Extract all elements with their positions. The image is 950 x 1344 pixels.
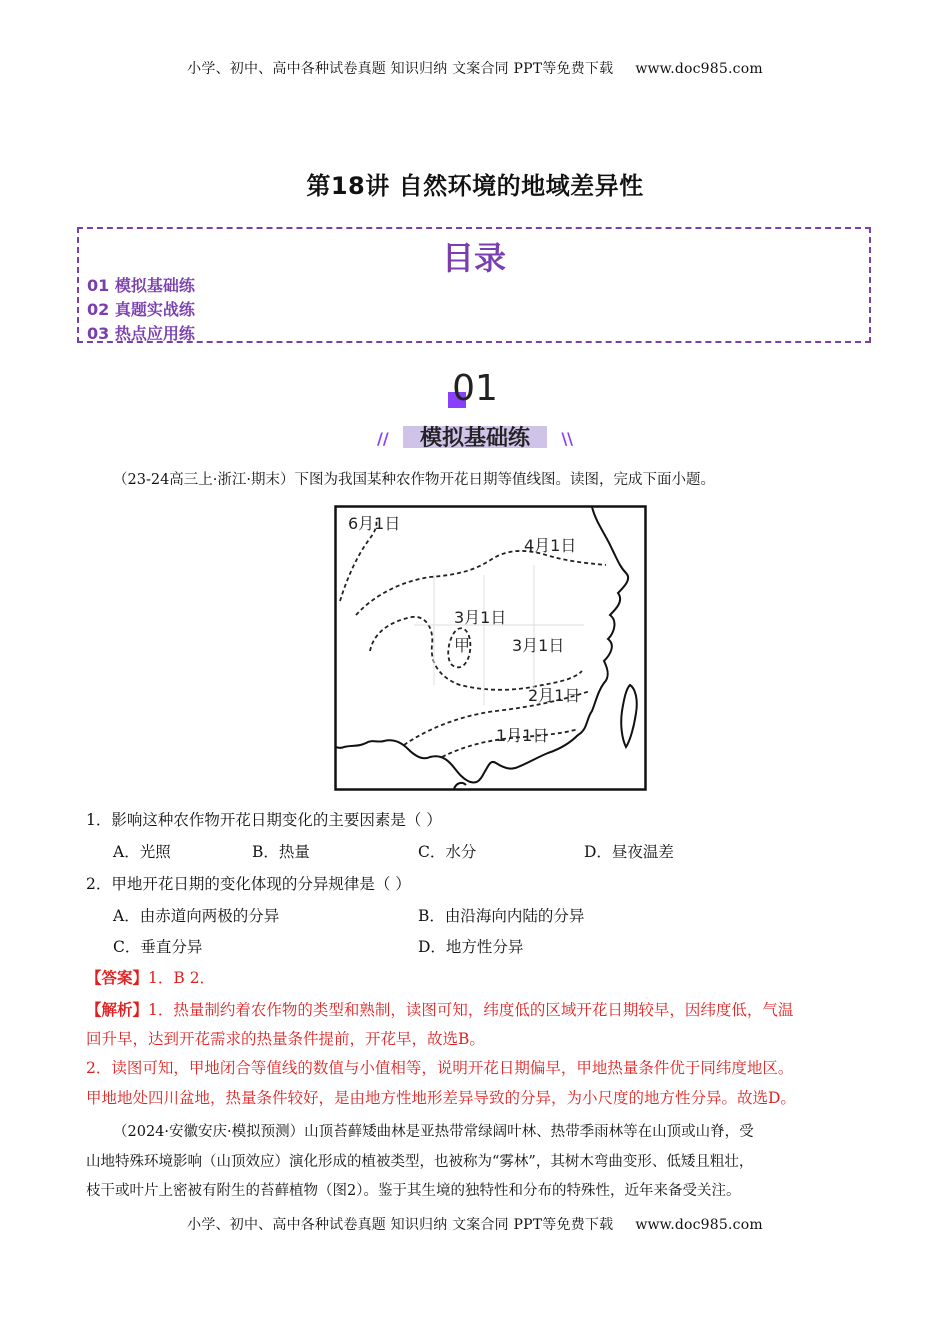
q2-option-b[interactable]: B．由沿海向内陆的分异 (418, 907, 585, 925)
q1-option-a[interactable]: A．光照 (113, 843, 171, 861)
footer-text: 小学、初中、高中各种试卷真题 知识归纳 文案合同 PPT等免费下载 (187, 1217, 614, 1233)
map-frame (336, 507, 646, 790)
analysis-line-1 (86, 1000, 793, 1020)
answer-line (86, 968, 215, 988)
answer-tag: 【答案】 (86, 968, 149, 987)
q1-option-c[interactable]: C．水分 (418, 843, 477, 861)
slash-right-decoration: \\ (561, 429, 573, 448)
q1-option-b[interactable]: B．热量 (252, 843, 310, 861)
header-text: 小学、初中、高中各种试卷真题 知识归纳 文案合同 PPT等免费下载 (187, 61, 614, 77)
q2-option-c[interactable]: C．垂直分异 (113, 938, 203, 956)
page-footer (0, 1214, 950, 1234)
section-name: 模拟基础练 (419, 426, 530, 451)
slash-left-decoration: // (377, 429, 389, 448)
page-header (0, 58, 950, 78)
q2-option-d[interactable]: D．地方性分异 (418, 938, 524, 956)
q1-option-d[interactable]: D．昼夜温差 (584, 843, 674, 861)
analysis-line-4: 甲地地处四川盆地，热量条件较好，是由地方性地形差异导致的分异，为小尺度的地方性分异。故选D。 (86, 1089, 796, 1107)
label-march1-a: 3月1日 (454, 608, 507, 627)
label-feb1: 2月1日 (528, 686, 581, 705)
header-url[interactable]: www.doc985.com (635, 61, 763, 77)
analysis-line-2: 回升早，达到开花需求的热量条件提前，开花早，故选B。 (86, 1030, 485, 1048)
footer-url[interactable]: www.doc985.com (635, 1217, 763, 1233)
section-number (0, 368, 950, 409)
analysis-line-3: 2．读图可知，甲地闭合等值线的数值与小值相等，说明开花日期偏早，甲地热量条件优于同纬度地区。 (86, 1059, 794, 1077)
q2-option-a[interactable]: A．由赤道向两极的分异 (113, 907, 280, 925)
toc-item-2[interactable]: 02 真题实战练 (87, 300, 195, 319)
toc-item-3[interactable]: 03 热点应用练 (87, 324, 195, 343)
label-june1: 6月1日 (348, 514, 401, 533)
passage-line-1: （2024·安徽安庆·模拟预测）山顶苔藓矮曲林是亚热带常绿阔叶林、热带季雨林等在山顶或山脊，受 (113, 1124, 754, 1140)
q2-stem: 2．甲地开花日期的变化体现的分异规律是（ ） (86, 875, 411, 893)
label-april1: 4月1日 (524, 536, 577, 555)
passage-line-3: 枝干或叶片上密被有附生的苔藓植物（图2）。鉴于其生境的独特性和分布的特殊性，近年来备受关注。 (86, 1183, 741, 1199)
section-number-text: 01 (452, 368, 498, 409)
q1-stem: 1．影响这种农作物开花日期变化的主要因素是（ ） (86, 811, 442, 829)
question-intro: （23-24高三上·浙江·期末）下图为我国某种农作物开花日期等值线图。读图，完成下面小题。 (113, 472, 716, 488)
page-title: 第18讲 自然环境的地域差异性 (306, 172, 644, 200)
label-jia: 甲 (454, 636, 471, 655)
toc-heading: 目录 (441, 239, 506, 277)
answer-text: 1．B 2． (148, 969, 216, 987)
label-jan1: 1月1日 (496, 726, 549, 745)
label-march1-b: 3月1日 (512, 636, 565, 655)
section-banner (375, 419, 575, 455)
analysis-text-1: 1．热量制约着农作物的类型和熟制，读图可知，纬度低的区域开花日期较早，因纬度低，气温 (148, 1001, 794, 1019)
analysis-tag: 【解析】 (86, 1000, 149, 1019)
table-of-contents (77, 227, 871, 343)
flowering-date-isoline-map (334, 505, 647, 791)
passage-line-2: 山地特殊环境影响（山顶效应）演化形成的植被类型，也被称为“雾林”，其树木弯曲变形、低矮且粗壮， (86, 1154, 754, 1170)
toc-item-1[interactable]: 01 模拟基础练 (87, 276, 195, 295)
